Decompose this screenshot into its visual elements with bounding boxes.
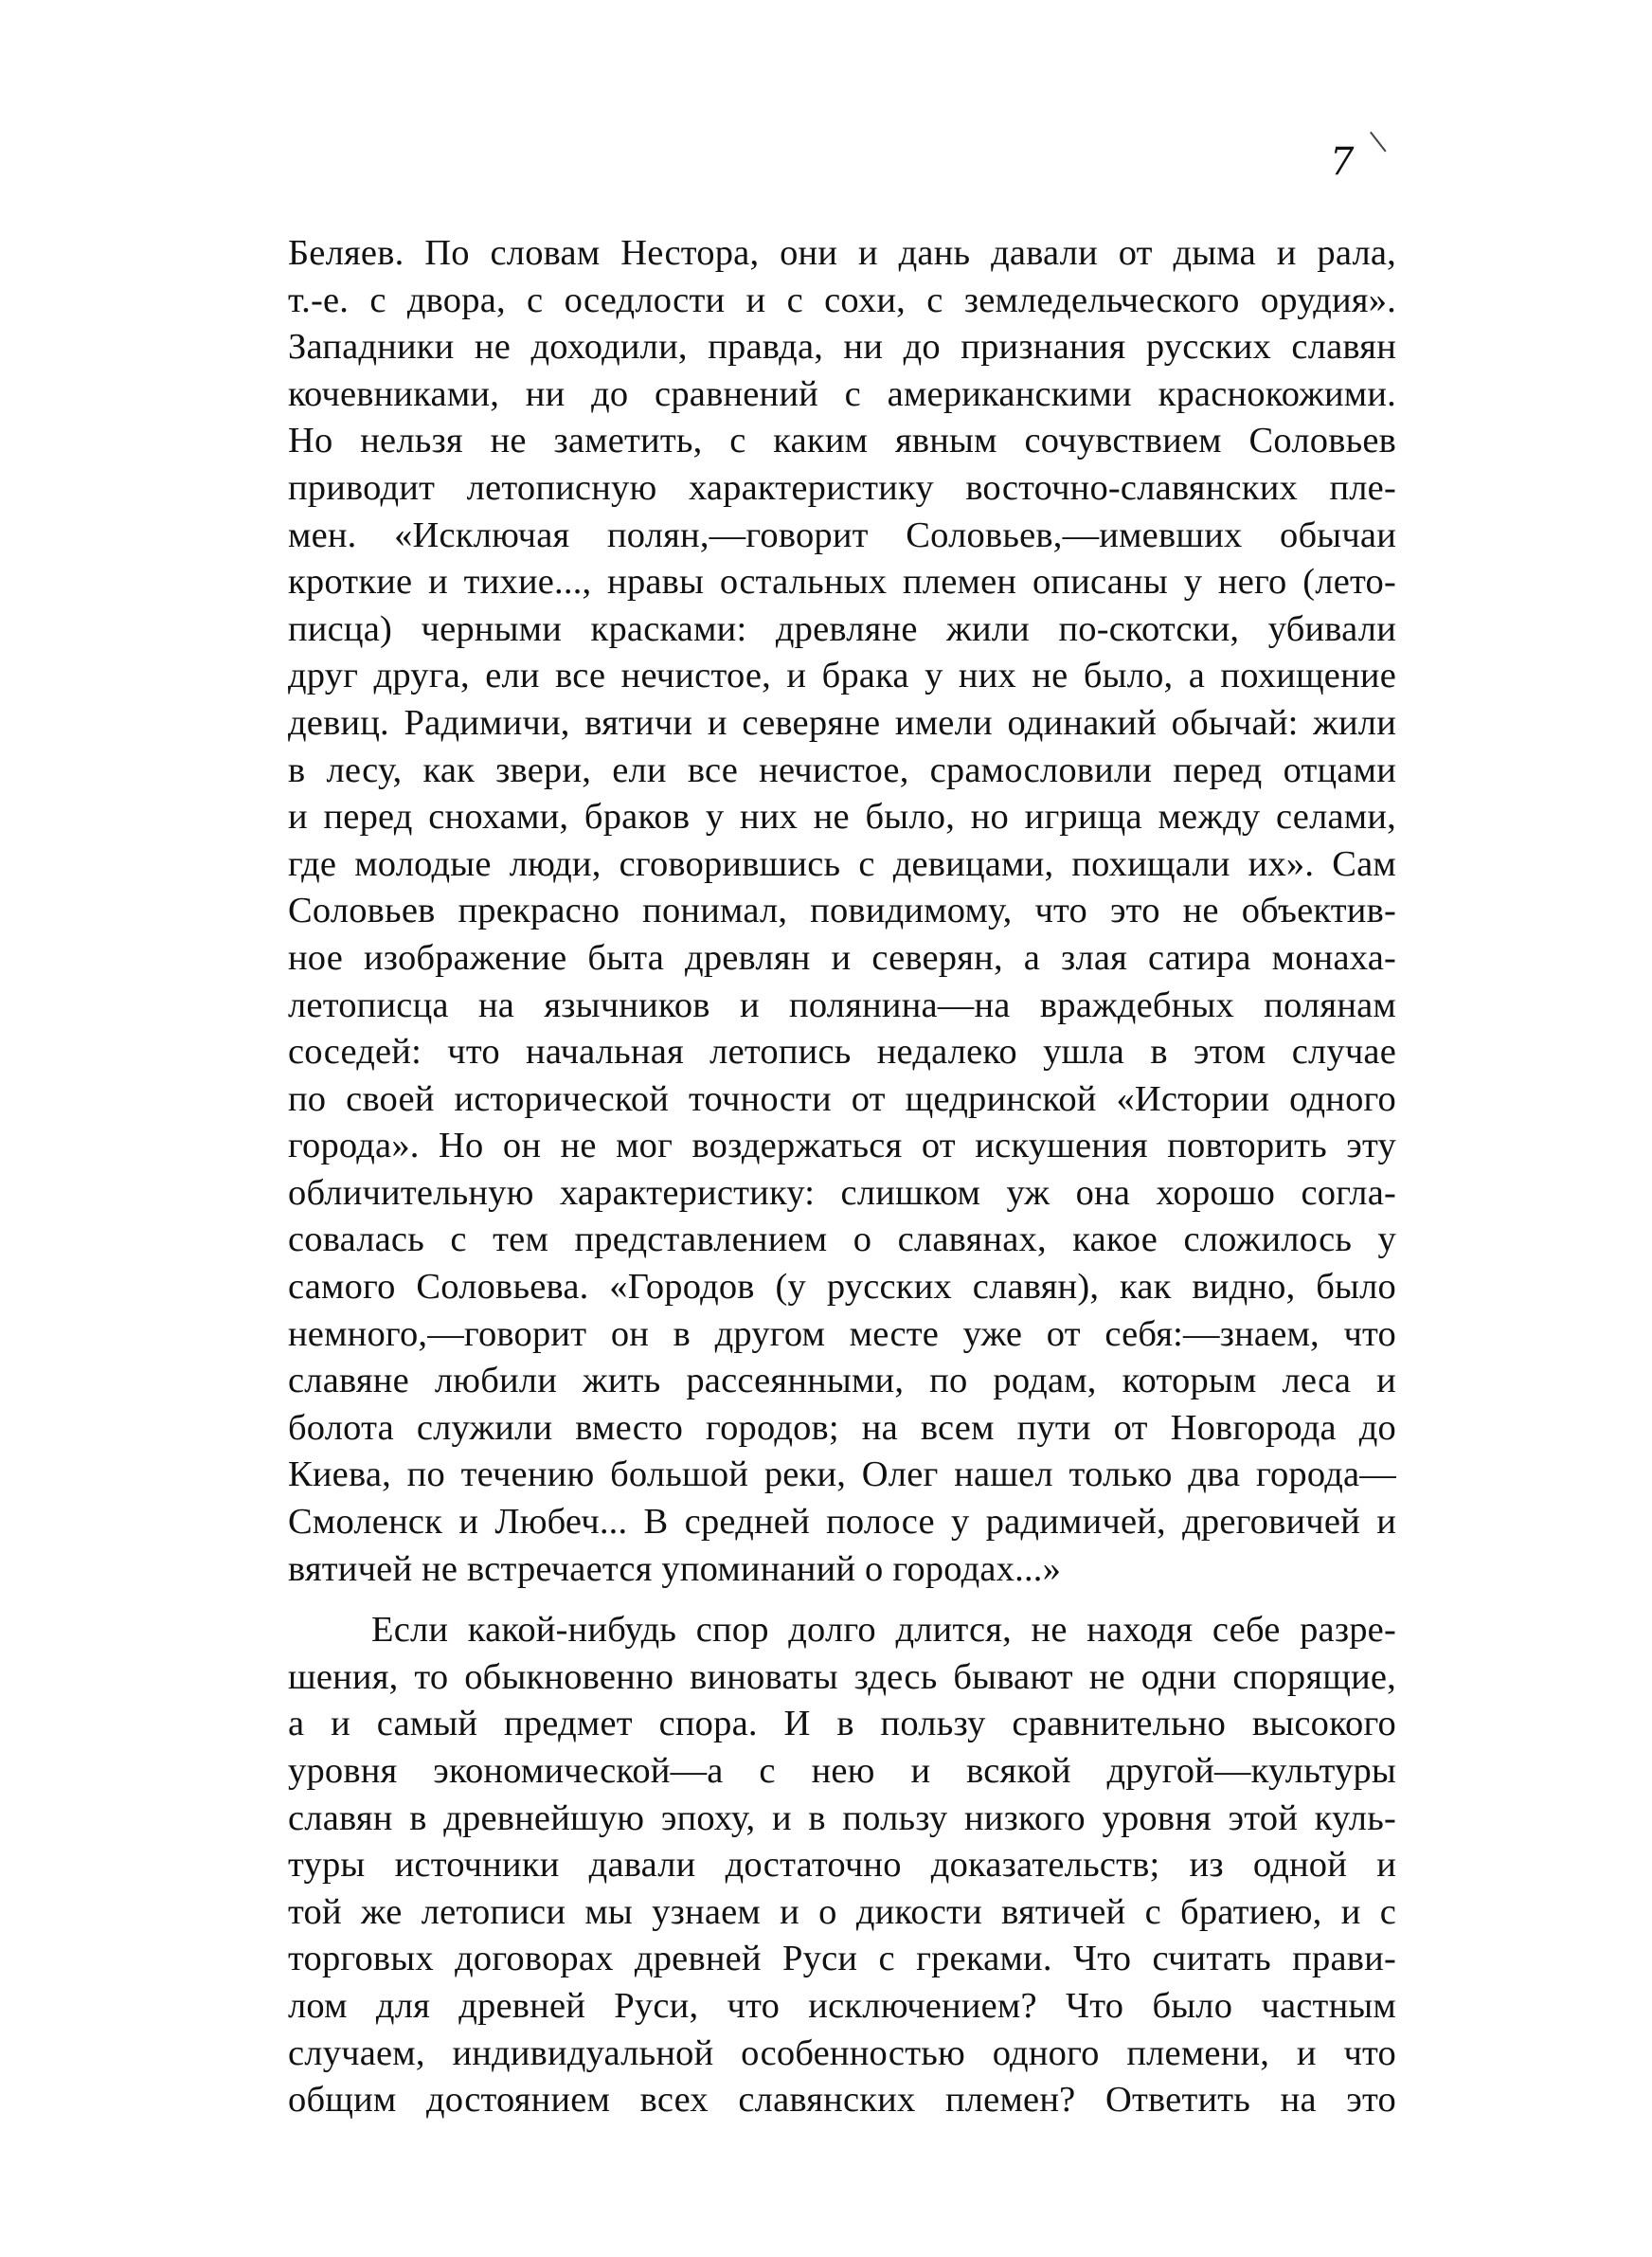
text-line: а и самый предмет спора. И в пользу сравнительно высокого <box>288 1704 1396 1744</box>
text-line: где молодые люди, сговорившись с девицами, похищали их». Сам <box>288 843 1396 884</box>
text-line: Киева, по течению большой реки, Олег нашел только два города— <box>288 1454 1396 1495</box>
text-line: Соловьев прекрасно понимал, повидимому, что это не объектив- <box>288 891 1396 931</box>
text-line: Смоленск и Любеч... В средней полосе у радимичей, дреговичей и <box>288 1502 1396 1543</box>
text-line: друг друга, ели все нечистое, и брака у них не было, а похищение <box>288 656 1396 696</box>
text-line: кочевниками, ни до сравнений с американскими краснокожими. <box>288 373 1396 414</box>
scan-mark <box>1370 121 1400 153</box>
text-line: и перед снохами, браков у них не было, но игрища между селами, <box>288 797 1396 838</box>
paragraph-1 <box>288 230 1396 1593</box>
text-line: по своей исторической точности от щедринской «Истории одного <box>288 1078 1396 1119</box>
text-line: славяне любили жить рассеянными, по родам, которым леса и <box>288 1361 1396 1401</box>
text-line: славян в древнейшую эпоху, и в пользу низкого уровня этой куль- <box>288 1797 1396 1838</box>
text-line: торговых договорах древней Руси с греками. Что считать прави- <box>288 1939 1396 1979</box>
text-line: т.-е. с двора, с оседлости и с сохи, с земледельческого орудия». <box>288 280 1396 320</box>
text-line: уровня экономической—а с нею и всякой другой—культуры <box>288 1751 1396 1791</box>
body-text <box>288 230 1396 2124</box>
text-line: совалась с тем представлением о славянах, какое сложилось у <box>288 1219 1396 1260</box>
page-number: 7 <box>1330 140 1355 184</box>
text-line: общим достоянием всех славянских племен? Ответить на это <box>288 2080 1396 2121</box>
text-line: Если какой-нибудь спор долго длится, не находя себе разре- <box>371 1610 1396 1651</box>
text-line: немного,—говорит он в другом месте уже от себя:—знаем, что <box>288 1313 1396 1354</box>
text-line: лом для древней Руси, что исключением? Что было частным <box>288 1985 1396 2026</box>
text-line: обличительную характеристику: слишком уж она хорошо согла- <box>288 1172 1396 1213</box>
text-line: мен. «Исключая полян,—говорит Соловьев,—имевших обычаи <box>288 515 1396 555</box>
text-line: шения, то обыкновенно виноваты здесь бывают не одни спорящие, <box>288 1656 1396 1697</box>
text-line: той же летописи мы узнаем и о дикости вятичей с братиею, и с <box>288 1891 1396 1932</box>
text-line: вятичей не встречается упоминаний о городах...» <box>288 1548 1062 1589</box>
text-line: соседей: что начальная летопись недалеко ушла в этом случае <box>288 1032 1396 1073</box>
text-line: девиц. Радимичи, вятичи и северяне имели одинакий обычай: жили <box>288 702 1396 743</box>
text-line: приводит летописную характеристику восточно-славянских пле- <box>288 467 1396 508</box>
text-line: Беляев. По словам Нестора, они и дань давали от дыма и рала, <box>288 233 1396 273</box>
text-line: в лесу, как звери, ели все нечистое, срамословили перед отцами <box>288 749 1396 790</box>
text-line: ное изображение быта древлян и северян, а злая сатира монаха- <box>288 937 1396 978</box>
text-line: города». Но он не мог воздержаться от искушения повторить эту <box>288 1126 1396 1166</box>
text-line: Но нельзя не заметить, с каким явным сочувствием Соловьев <box>288 421 1396 461</box>
text-line: самого Соловьева. «Городов (у русских славян), как видно, было <box>288 1267 1396 1308</box>
paragraph-2 <box>288 1607 1396 2124</box>
text-line: Западники не доходили, правда, ни до признания русских славян <box>288 327 1396 368</box>
text-line: писца) черными красками: древляне жили по-скотски, убивали <box>288 608 1396 649</box>
text-line: случаем, индивидуальной особенностью одного племени, и что <box>288 2032 1396 2073</box>
text-line: туры источники давали достаточно доказательств; из одной и <box>288 1845 1396 1886</box>
text-line: кроткие и тихие..., нравы остальных племен описаны у него (лето- <box>288 562 1396 603</box>
text-line: болота служили вместо городов; на всем пути от Новгорода до <box>288 1407 1396 1448</box>
text-line: летописца на язычников и полянина—на враждебных полянам <box>288 984 1396 1025</box>
